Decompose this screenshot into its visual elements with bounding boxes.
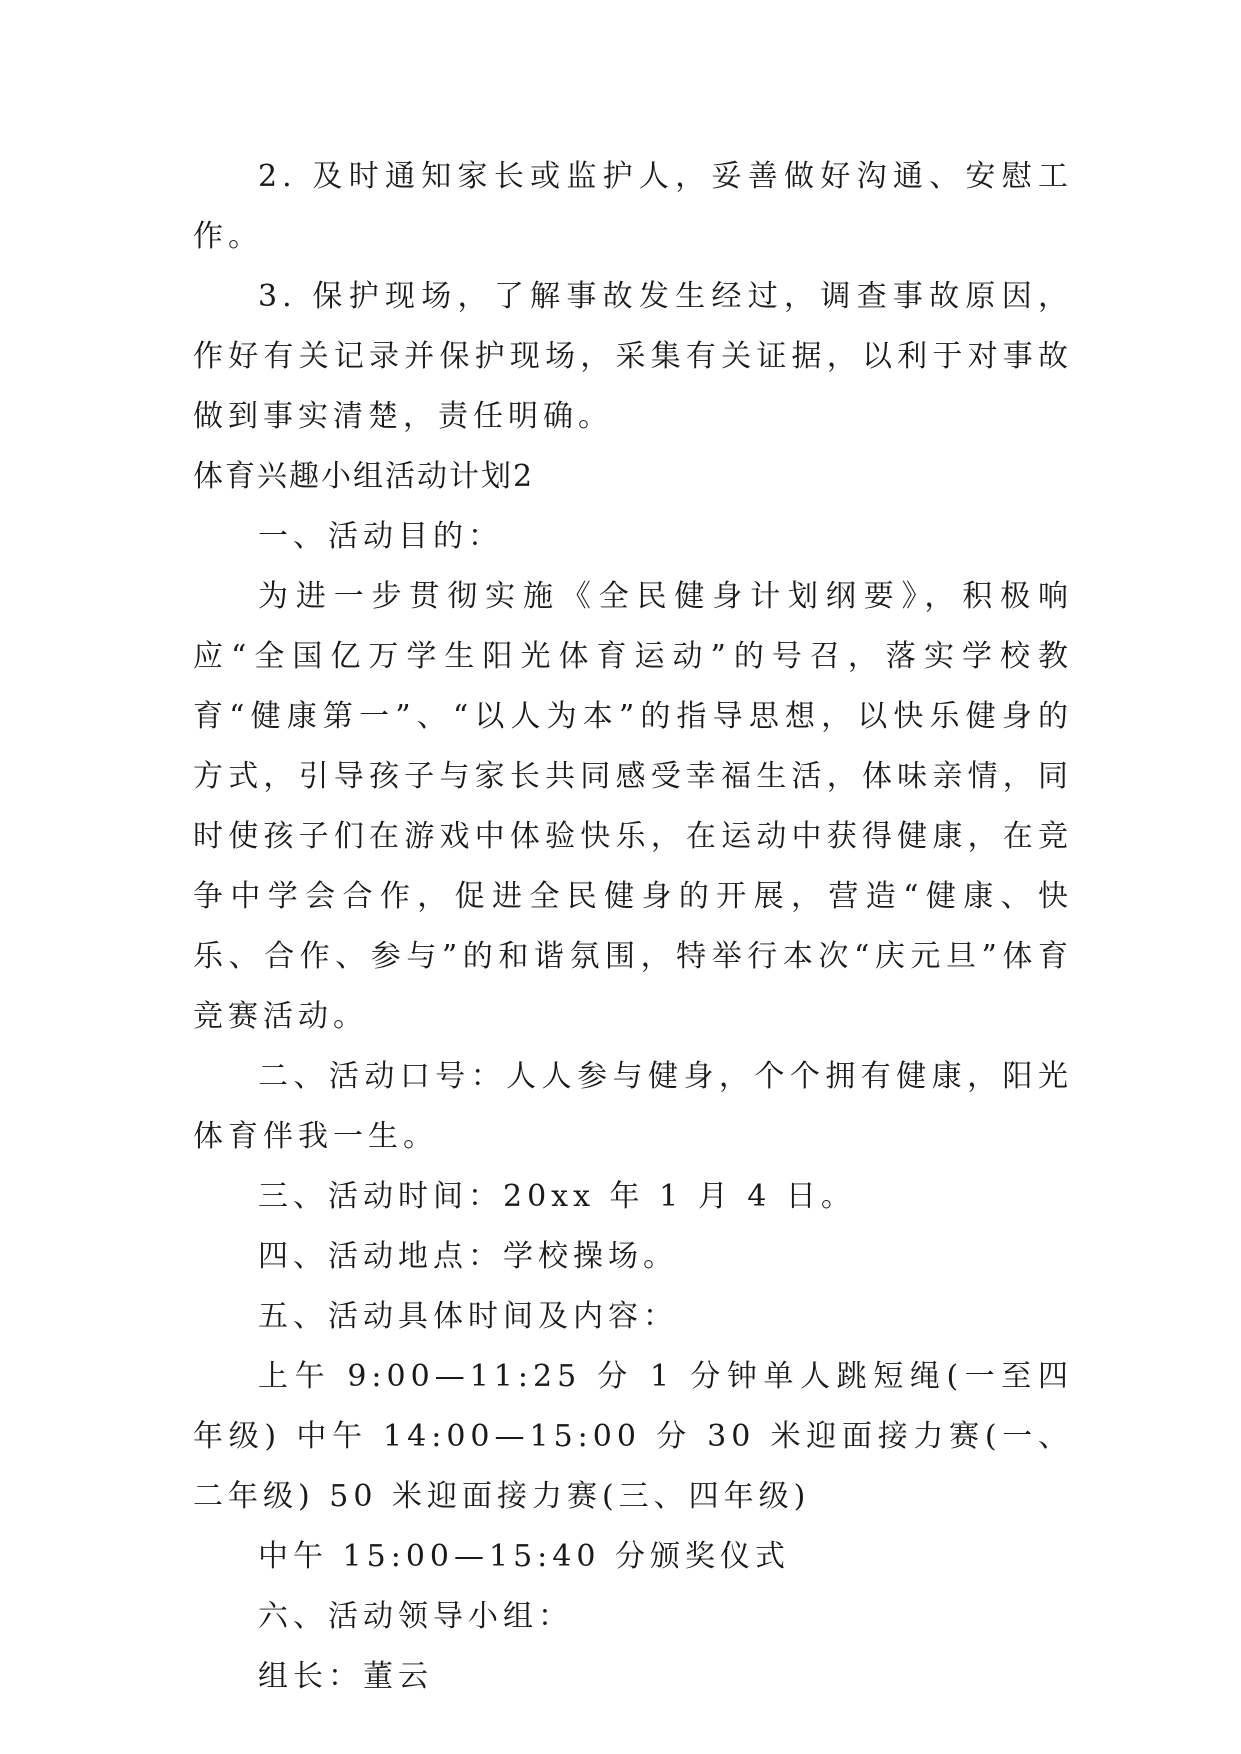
paragraph-slogan: 二、活动口号：人人参与健身，个个拥有健康，阳光体育伴我一生。 <box>193 1059 1073 1154</box>
paragraph-purpose-body: 为进一步贯彻实施《全民健身计划纲要》，积极响应“全国亿万学生阳光体育运动”的号召，落实学校教育“健康第一”、“以人为本”的指导思想，以快乐健身的方式，引导孩子与家长共同感受幸福生活，体味亲情，同时使孩子们在游戏中体验快乐，在运动中获得健康，在竞争中学会合作，促进全民健身的开展，营造“健康、快乐、合作、参与”的和谐氛围，特举行本次“庆元旦”体育竞赛活动。 <box>193 579 1073 1034</box>
section-heading: 体育兴趣小组活动计划2 <box>193 459 535 494</box>
paragraph-schedule-title: 五、活动具体时间及内容： <box>258 1299 678 1334</box>
paragraph-award-ceremony: 中午 15:00—15:40 分颁奖仪式 <box>258 1539 790 1574</box>
paragraph-purpose-title: 一、活动目的： <box>258 519 503 554</box>
paragraph-notify-parents: 2. 及时通知家长或监护人，妥善做好沟通、安慰工作。 <box>193 159 1073 254</box>
paragraph-leadership-title: 六、活动领导小组： <box>258 1599 573 1634</box>
document-page <box>193 147 1073 1707</box>
paragraph-location: 四、活动地点：学校操场。 <box>258 1239 678 1274</box>
paragraph-protect-scene: 3. 保护现场，了解事故发生经过，调查事故原因，作好有关记录并保护现场，采集有关证据，以利于对事故做到事实清楚，责任明确。 <box>193 279 1073 434</box>
paragraph-time: 三、活动时间：20xx 年 1 月 4 日。 <box>258 1179 856 1214</box>
paragraph-schedule-body: 上午 9:00—11:25 分 1 分钟单人跳短绳(一至四年级) 中午 14:00—15:00 分 30 米迎面接力赛(一、二年级) 50 米迎面接力赛(三、四年级) <box>193 1359 1073 1514</box>
paragraph-leader: 组长：董云 <box>258 1659 433 1694</box>
